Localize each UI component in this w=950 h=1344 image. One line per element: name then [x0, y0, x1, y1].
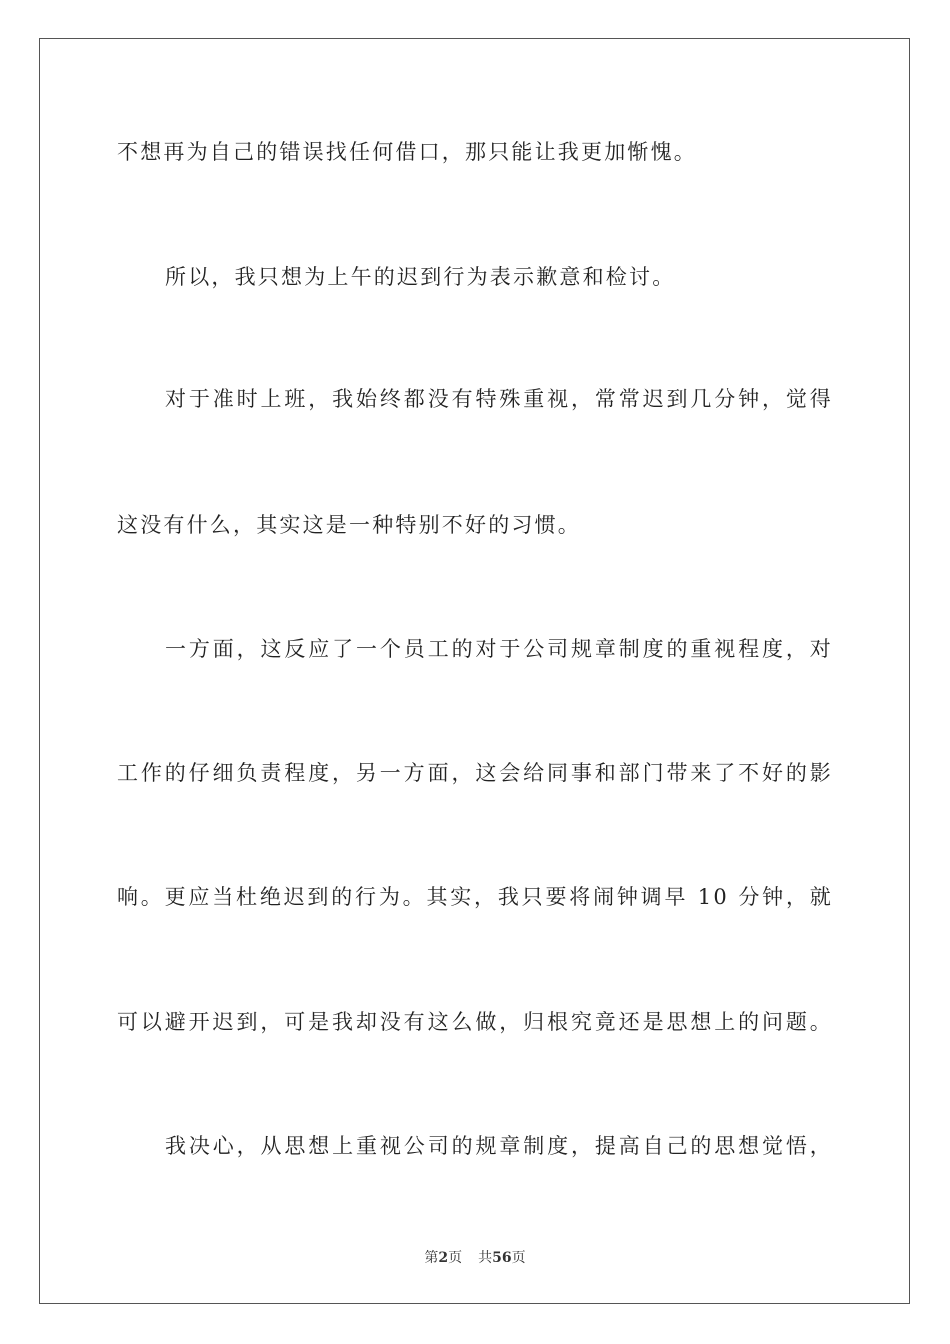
page-suffix: 页	[448, 1250, 463, 1266]
body-text-line: 我决心，从思想上重视公司的规章制度，提高自己的思想觉悟，	[165, 1134, 833, 1158]
body-text-line: 这没有什么，其实这是一种特别不好的习惯。	[117, 513, 581, 537]
total-pages: 56	[492, 1250, 512, 1266]
body-text-line: 一方面，这反应了一个员工的对于公司规章制度的重视程度，对	[165, 637, 833, 661]
page-footer	[0, 1247, 950, 1267]
body-text-line: 工作的仔细负责程度，另一方面，这会给同事和部门带来了不好的影	[117, 761, 833, 785]
body-text-line: 所以，我只想为上午的迟到行为表示歉意和检讨。	[165, 265, 676, 289]
page-number: 2	[438, 1250, 449, 1266]
body-text-line: 对于准时上班，我始终都没有特殊重视，常常迟到几分钟，觉得	[165, 387, 833, 411]
total-prefix: 共	[478, 1250, 493, 1266]
total-suffix: 页	[511, 1250, 526, 1266]
page-border	[39, 38, 910, 1304]
body-text-line: 响。更应当杜绝迟到的行为。其实，我只要将闹钟调早 10 分钟，就	[117, 885, 833, 909]
page-prefix: 第	[424, 1250, 439, 1266]
body-text-line: 可以避开迟到，可是我却没有这么做，归根究竟还是思想上的问题。	[117, 1010, 833, 1034]
body-text-line: 不想再为自己的错误找任何借口，那只能让我更加惭愧。	[117, 140, 697, 164]
